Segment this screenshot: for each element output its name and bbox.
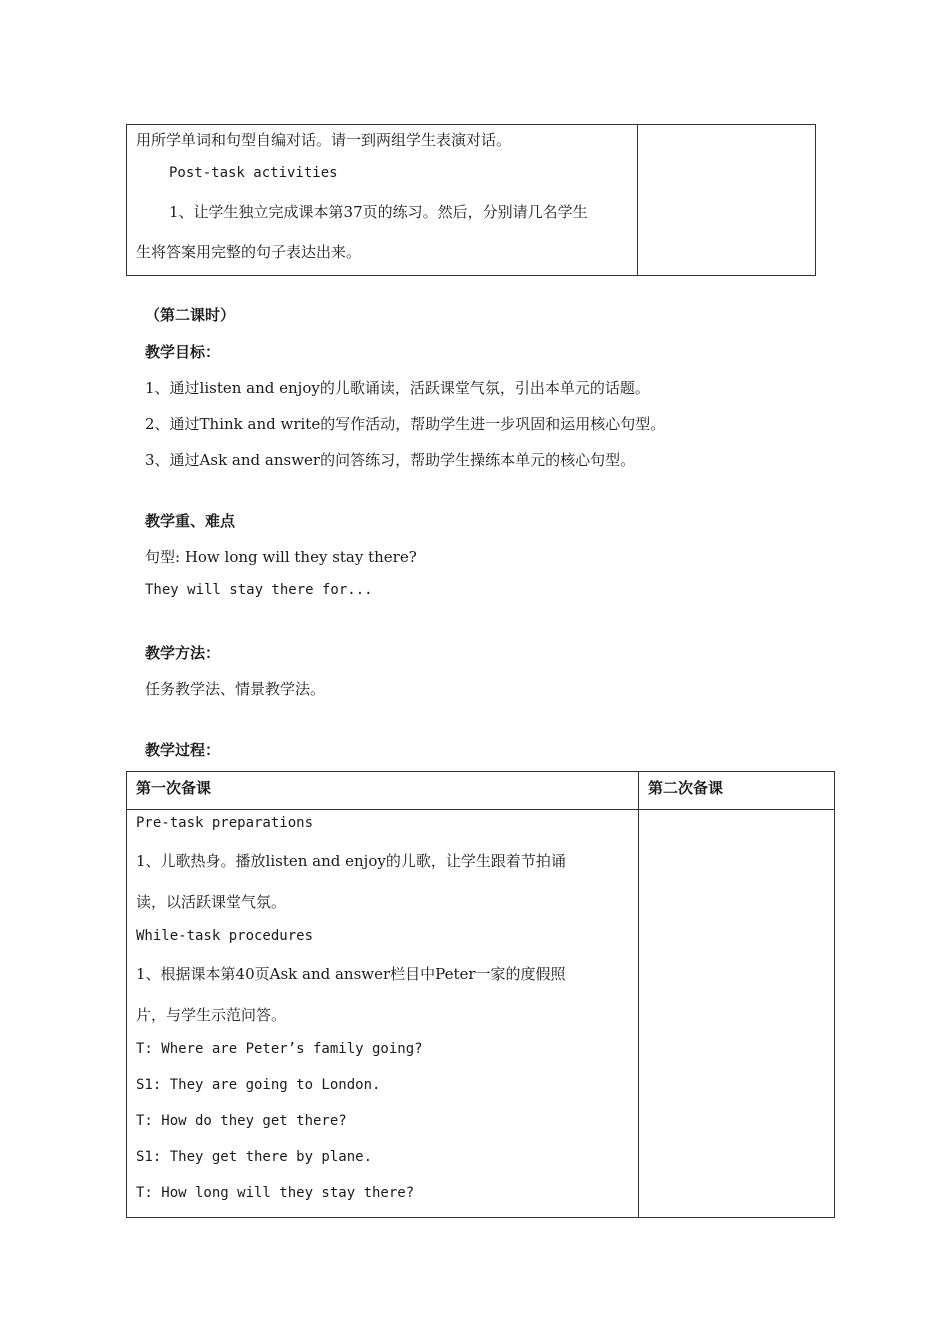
goal-item: 2、通过Think and write的写作活动，帮助学生进一步巩固和运用核心句型。: [145, 415, 666, 433]
method-text: 任务教学法、情景教学法。: [145, 680, 326, 698]
top-table-content-cell: [127, 125, 638, 276]
top-lesson-table: [126, 124, 816, 276]
top-table-line: 1、让学生独立完成课本第37页的练习。然后，分别请几名学生: [169, 203, 588, 221]
process-header-right: [639, 772, 835, 810]
top-table-line: 生将答案用完整的句子表达出来。: [136, 243, 362, 261]
process-empty-cell: [639, 810, 835, 1218]
process-line: 片，与学生示范问答。: [136, 1006, 287, 1024]
second-prep-header: 第二次备课: [648, 779, 724, 797]
process-content-cell: [127, 810, 639, 1218]
process-line: T: How do they get there?: [136, 1113, 347, 1129]
key-points-title: 教学重、难点: [145, 512, 236, 530]
process-line: 1、儿歌热身。播放listen and enjoy的儿歌，让学生跟着节拍诵: [136, 852, 566, 870]
method-title: 教学方法：: [145, 644, 221, 662]
top-table-line: Post-task activities: [169, 165, 338, 181]
process-line: 1、根据课本第40页Ask and answer栏目中Peter一家的度假照: [136, 965, 566, 983]
process-line: S1: They are going to London.: [136, 1077, 381, 1093]
lesson-heading: （第二课时）: [145, 306, 236, 324]
goal-item: 1、通过listen and enjoy的儿歌诵读，活跃课堂气氛，引出本单元的话题。: [145, 379, 650, 397]
process-line: T: Where are Peter’s family going?: [136, 1041, 423, 1057]
goal-item: 3、通过Ask and answer的问答练习，帮助学生操练本单元的核心句型。: [145, 451, 636, 469]
process-title: 教学过程：: [145, 741, 221, 759]
goals-title: 教学目标：: [145, 343, 221, 361]
key-point-line: They will stay there for...: [145, 582, 373, 598]
key-point-line: 句型: How long will they stay there?: [145, 548, 417, 566]
process-line: Pre-task preparations: [136, 815, 314, 831]
process-header-left: [127, 772, 639, 810]
top-table-line: 用所学单词和句型自编对话。请一到两组学生表演对话。: [136, 131, 512, 149]
top-table-empty-cell: [638, 125, 816, 276]
process-line: While-task procedures: [136, 928, 314, 944]
first-prep-header: 第一次备课: [136, 779, 212, 797]
process-line: T: How long will they stay there?: [136, 1185, 415, 1201]
process-line: S1: They get there by plane.: [136, 1149, 373, 1165]
process-line: 读，以活跃课堂气氛。: [136, 893, 287, 911]
process-table: [126, 771, 835, 1218]
